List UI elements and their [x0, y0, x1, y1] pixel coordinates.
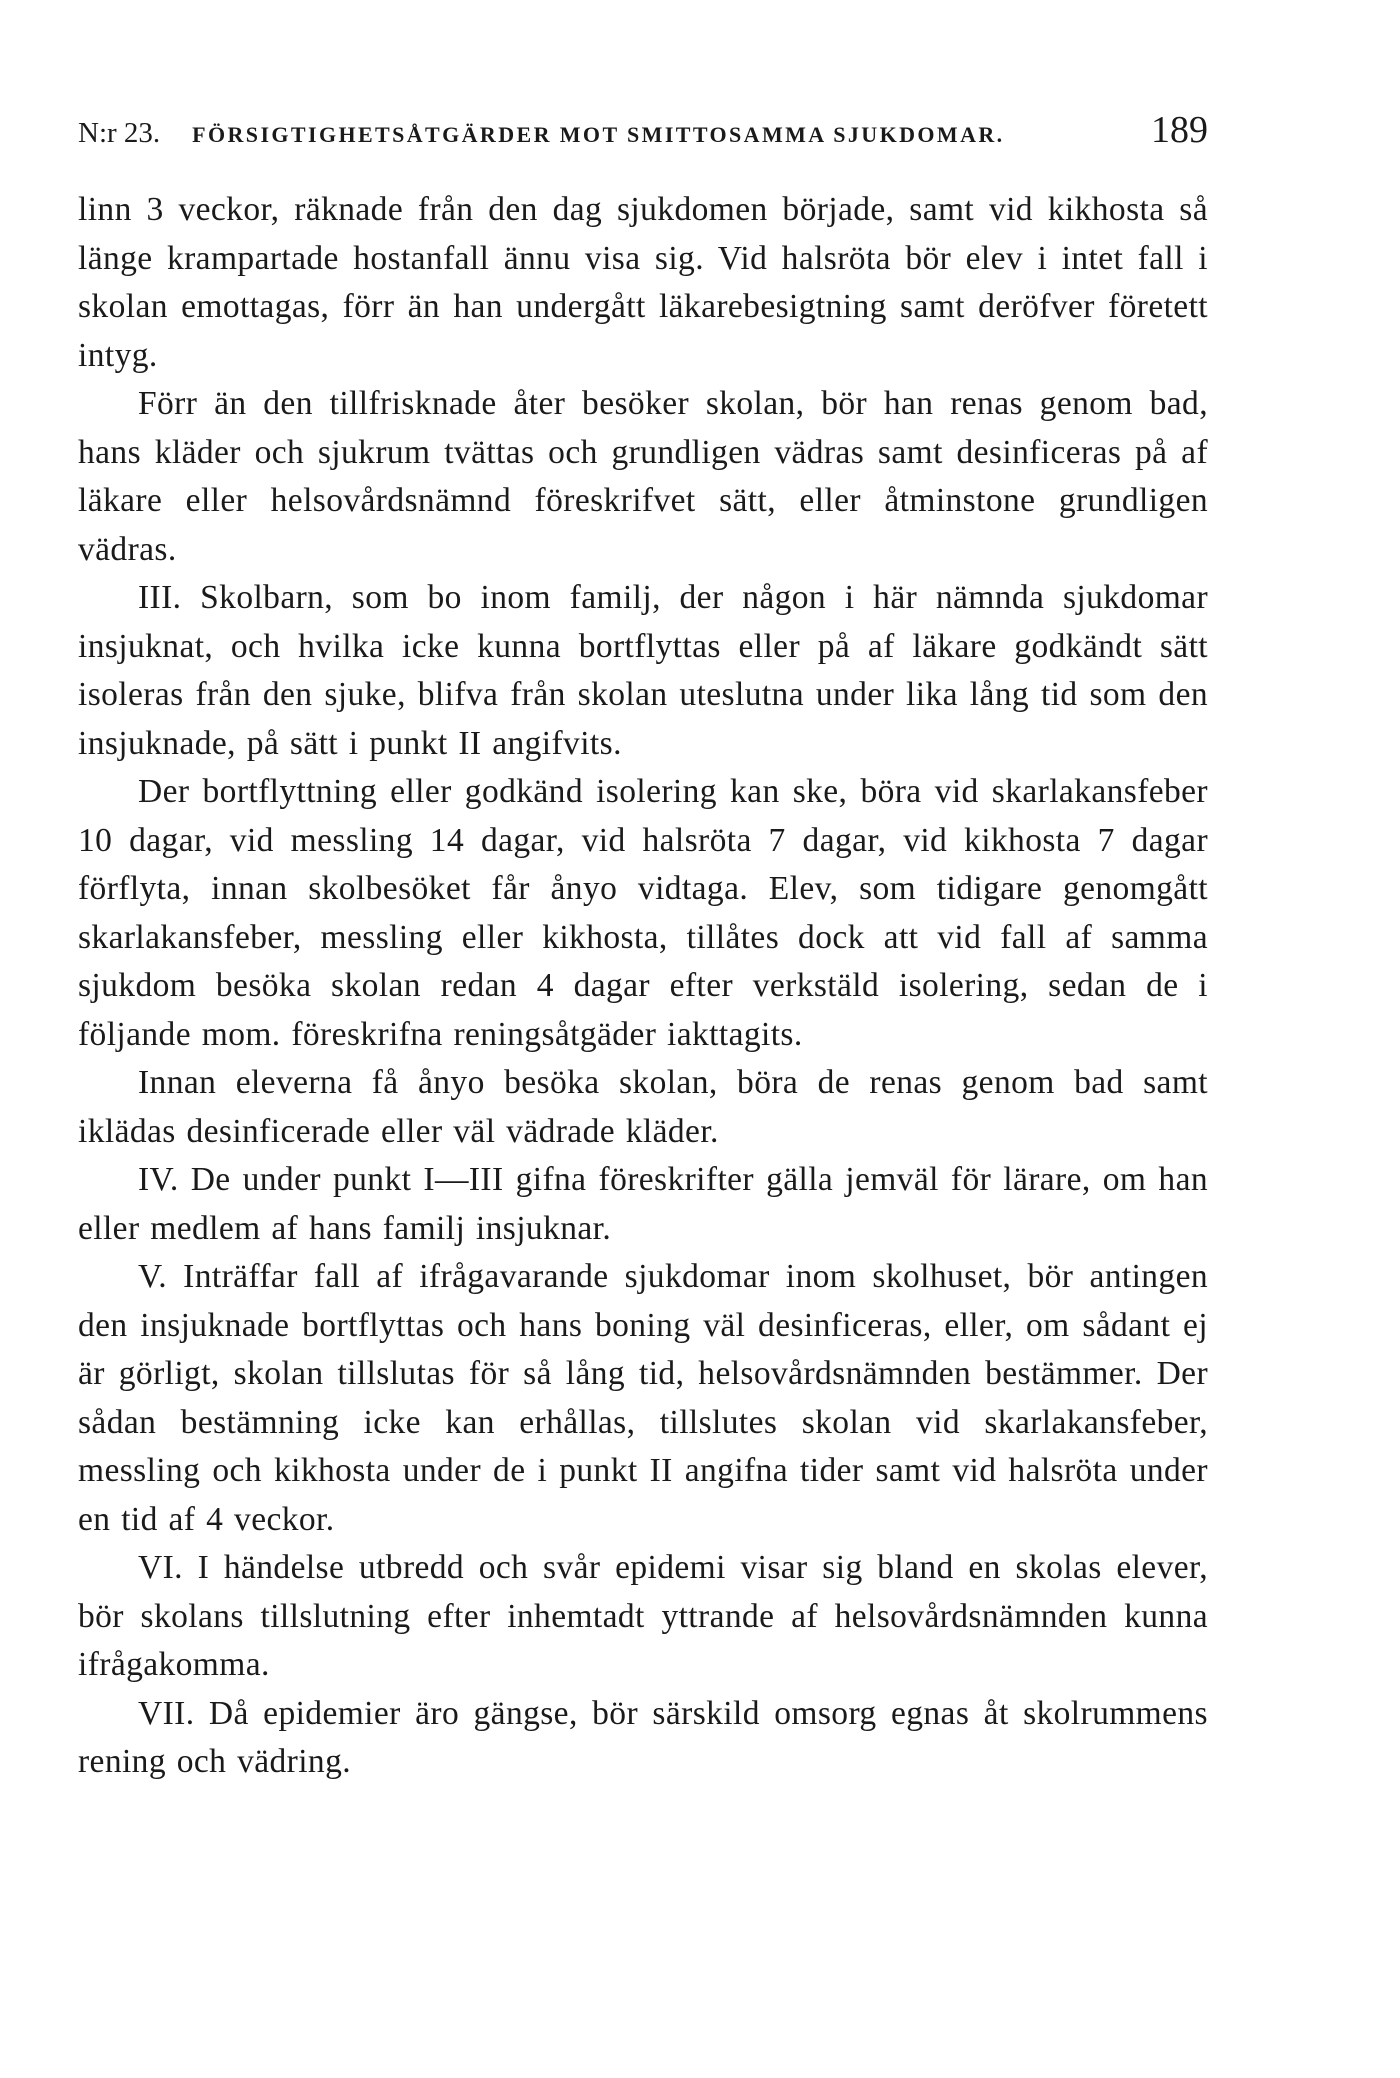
- paragraph-section-vii: VII. Då epidemier äro gängse, bör särskild omsorg egnas åt skolrummens rening och vädring.: [78, 1694, 1208, 1780]
- paragraph-recovery-cleaning: Förr än den tillfrisknade åter besöker skolan, bör han renas genom bad, hans kläder och sjukrum tvättas och grundligen vädras samt desinficeras på af läkare eller helsovårdsnämnd föreskrifvet sätt, eller åtminstone grundligen vädras.: [78, 385, 1208, 568]
- header-left: [78, 117, 1005, 150]
- paragraph-section-iv: IV. De under punkt I—III gifna föreskrifter gälla jemväl för lärare, om han eller medlem af hans familj insjuknar.: [78, 1161, 1208, 1247]
- paragraph-isolation-periods: Der bortflyttning eller godkänd isolering kan ske, böra vid skarlakansfeber 10 dagar, vid messling 14 dagar, vid halsröta 7 dagar, vid kikhosta 7 dagar förflyta, innan skolbesöket får ånyo vidtaga. Elev, som tidigare genomgått skarlakansfeber, messling eller kikhosta, tillåtes dock att vid fall af samma sjukdom besöka skolan redan 4 dagar efter verkstäld isolering, sedan de i följande mom. föreskrifna reningsåtgäder iakttagits.: [78, 773, 1208, 1053]
- paragraph-return-cleaning: Innan eleverna få ånyo besöka skolan, böra de renas genom bad samt iklädas desinficerade eller väl vädrade kläder.: [78, 1064, 1208, 1150]
- paragraph-section-v: V. Inträffar fall af ifrågavarande sjukdomar inom skolhuset, bör antingen den insjuknade bortflyttas och hans boning väl desinficeras, eller, om sådant ej är görligt, skolan tillslutas för så lång tid, helsovårdsnämnden bestämmer. Der sådan bestämning icke kan erhållas, tillslutes skolan vid skarlakansfeber, messling och kikhosta under de i punkt II angifna tider samt vid halsröta under en tid af 4 veckor.: [78, 1258, 1208, 1538]
- page-number: 189: [1151, 109, 1208, 151]
- document-page: [78, 108, 1208, 1787]
- running-header: [78, 108, 1208, 152]
- paragraph-continuation: linn 3 veckor, räknade från den dag sjukdomen började, samt vid kikhosta så länge krampartade hostanfall ännu visa sig. Vid halsröta bör elev i intet fall i skolan emottagas, förr än han undergått läkarebesigtning samt deröfver företett intyg.: [78, 191, 1208, 374]
- running-title: FÖRSIGTIGHETSÅTGÄRDER MOT SMITTOSAMMA SJUKDOMAR.: [192, 122, 1005, 147]
- paragraph-section-vi: VI. I händelse utbredd och svår epidemi visar sig bland en skolas elever, bör skolans tillslutning efter inhemtadt yttrande af helsovårdsnämnden kunna ifrågakomma.: [78, 1549, 1208, 1683]
- paragraph-section-iii: III. Skolbarn, som bo inom familj, der någon i här nämnda sjukdomar insjuknat, och hvilka icke kunna bortflyttas eller på af läkare godkändt sätt isoleras från den sjuke, blifva från skolan uteslutna under lika lång tid som den insjuknade, på sätt i punkt II angifvits.: [78, 579, 1208, 762]
- body-text: [78, 186, 1208, 1787]
- section-number: N:r 23.: [78, 117, 161, 149]
